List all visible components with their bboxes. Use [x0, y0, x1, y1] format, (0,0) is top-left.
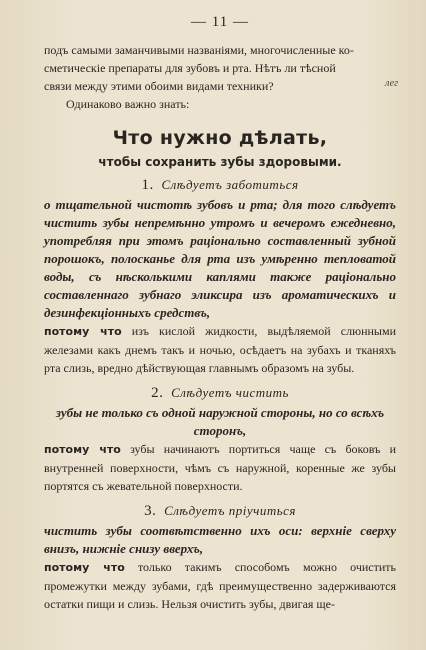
- rule-1-text: изъ кислой жидкости, выдѣляемой слюнными железами какъ днемъ такъ и ночью, осѣдаетъ на зубахъ и тканяхъ рта слизь, вредно дѣйствующая главнымъ образомъ на зубы.: [44, 324, 396, 375]
- rule-1-lead: потому что: [44, 325, 122, 338]
- rule-3-title: [44, 503, 396, 520]
- rule-3: [44, 503, 396, 613]
- rule-2: [44, 385, 396, 495]
- intro-line-2: сметическіе препараты для зубовъ и рта. Нѣтъ ли тѣсной: [44, 61, 336, 75]
- rule-3-text: только такимъ способомъ можно очистить промежутки между зубами, гдѣ преимущественно задерживаются остатки пищи и слизь. Нельзя очистить зубы, двигая ще-: [44, 560, 396, 611]
- intro-line-3: связи между этими обоими видами техники?: [44, 79, 274, 93]
- page-number: — 11 —: [191, 14, 249, 30]
- rule-1-emphasis: о тщательной чистотѣ зубовъ и рта; для того слѣдуетъ чистить зубы непремѣнно утромъ и вечеромъ ежедневно, употребляя при этомъ раціонально составленный зубной порошокъ, полосканье для рта изъ умѣренно тепловатой воды, съ нѣсколькими каплями также раціонально составленнаго зубнаго эликсира изъ ароматическихъ и дезинфекціонныхъ средствъ,: [44, 197, 396, 320]
- rule-1-title-text: Слѣдуетъ заботиться: [161, 177, 299, 192]
- rule-2-text: зубы начинаютъ портиться чаще съ боковъ и внутренней поверхности, чѣмъ съ наружной, коренные же зубы портятся съ жевательной поверхности.: [44, 442, 397, 493]
- margin-note: лег: [385, 78, 398, 89]
- rule-3-lead: потому что: [44, 561, 125, 574]
- rule-3-number: 3.: [144, 503, 157, 519]
- rule-2-number: 2.: [151, 385, 164, 401]
- section-heading: Что нужно дѣлать,: [112, 127, 328, 149]
- intro-line-1: подъ самыми заманчивыми названіями, многочисленные ко-: [44, 43, 354, 57]
- rule-2-lead: потому что: [44, 443, 121, 456]
- rule-1-number: 1.: [141, 177, 154, 193]
- rule-2-emphasis: зубы не только съ одной наружной стороны, но со всѣхъ сторонъ,: [55, 405, 385, 438]
- rule-1: [44, 177, 396, 377]
- section-subheading: чтобы сохранить зубы здоровыми.: [98, 155, 342, 169]
- important-line: Одинаково важно знать:: [66, 97, 190, 111]
- rule-1-title: [44, 177, 396, 194]
- rule-3-title-text: Слѣдуетъ пріучиться: [164, 503, 296, 518]
- rule-3-emphasis: чистить зубы соотвѣтственно ихъ оси: верхніе сверху внизъ, нижніе снизу вверхъ,: [44, 523, 396, 556]
- rule-2-title-text: Слѣдуетъ чистить: [171, 385, 289, 400]
- rule-2-title: [44, 385, 396, 402]
